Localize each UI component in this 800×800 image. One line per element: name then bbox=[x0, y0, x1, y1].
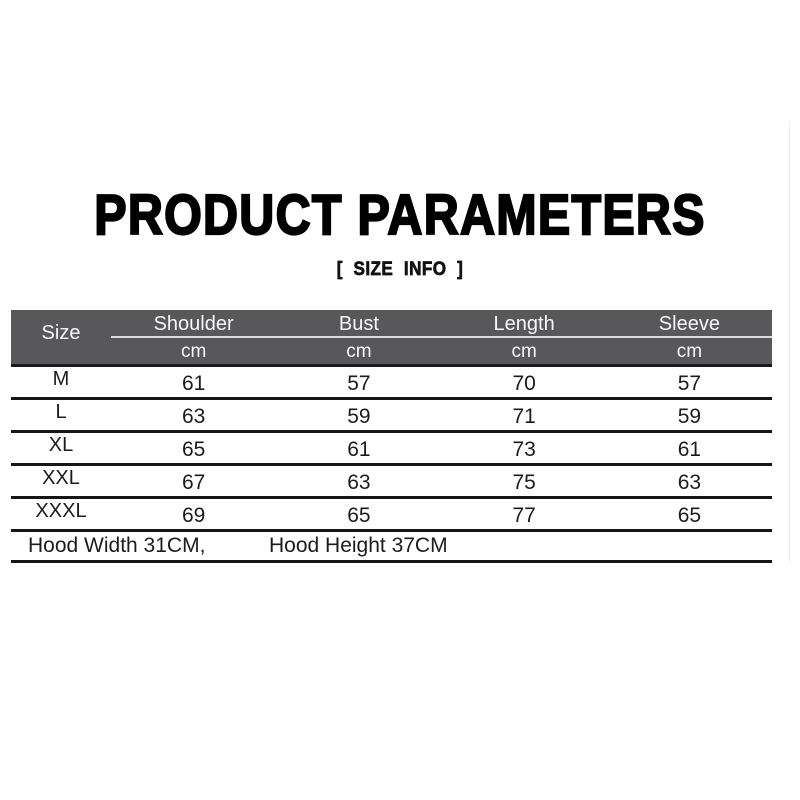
column-header-bust: Bust bbox=[338, 313, 379, 335]
measurement-units-row bbox=[111, 336, 772, 364]
column-header-sleeve: Sleeve bbox=[658, 313, 720, 335]
table-row bbox=[11, 499, 772, 532]
size-label: XL bbox=[48, 433, 74, 456]
measurement-value: 69 bbox=[181, 504, 206, 527]
hood-height-note: Hood Height 37CM bbox=[269, 534, 448, 557]
measurement-value: 61 bbox=[181, 372, 206, 395]
measurement-value: 63 bbox=[677, 471, 702, 494]
measurement-value: 59 bbox=[677, 405, 702, 428]
measurement-names-row bbox=[111, 310, 772, 336]
measurement-value: 63 bbox=[347, 471, 371, 494]
measurement-value: 65 bbox=[347, 504, 371, 527]
column-header-length: Length bbox=[493, 313, 555, 335]
measurement-value: 70 bbox=[512, 372, 536, 395]
size-column-header: Size bbox=[41, 321, 81, 344]
footnote-row bbox=[11, 532, 772, 563]
table-row bbox=[11, 367, 772, 400]
unit-label: cm bbox=[511, 340, 537, 362]
measurement-value: 73 bbox=[512, 438, 536, 461]
table-row bbox=[11, 400, 772, 433]
table-row bbox=[11, 466, 772, 499]
measurement-value: 59 bbox=[347, 405, 371, 428]
size-label: L bbox=[55, 400, 67, 423]
unit-label: cm bbox=[180, 340, 207, 362]
page-title: PRODUCT PARAMETERS bbox=[94, 183, 706, 247]
size-label: M bbox=[52, 367, 70, 390]
hood-width-note: Hood Width 31CM, bbox=[28, 534, 206, 557]
unit-label: cm bbox=[346, 340, 372, 362]
size-label: XXL bbox=[42, 466, 80, 489]
size-table-header bbox=[11, 310, 772, 367]
measurement-value: 67 bbox=[181, 471, 206, 494]
measurement-columns bbox=[111, 310, 772, 364]
measurement-value: 65 bbox=[677, 504, 702, 527]
measurement-value: 61 bbox=[677, 438, 702, 461]
measurement-value: 75 bbox=[512, 471, 536, 494]
table-row bbox=[11, 433, 772, 466]
measurement-value: 63 bbox=[181, 405, 206, 428]
measurement-value: 77 bbox=[512, 504, 536, 527]
column-header-shoulder: Shoulder bbox=[153, 313, 234, 335]
page-subtitle: [ SIZE INFO ] bbox=[336, 259, 464, 280]
measurement-value: 71 bbox=[512, 405, 536, 428]
unit-label: cm bbox=[676, 340, 703, 362]
measurement-value: 61 bbox=[347, 438, 371, 461]
measurement-value: 57 bbox=[677, 372, 702, 395]
size-table bbox=[11, 310, 772, 563]
card-edge-line bbox=[789, 122, 790, 563]
measurement-value: 57 bbox=[347, 372, 371, 395]
measurement-value: 65 bbox=[181, 438, 206, 461]
size-label: XXXL bbox=[35, 499, 87, 522]
